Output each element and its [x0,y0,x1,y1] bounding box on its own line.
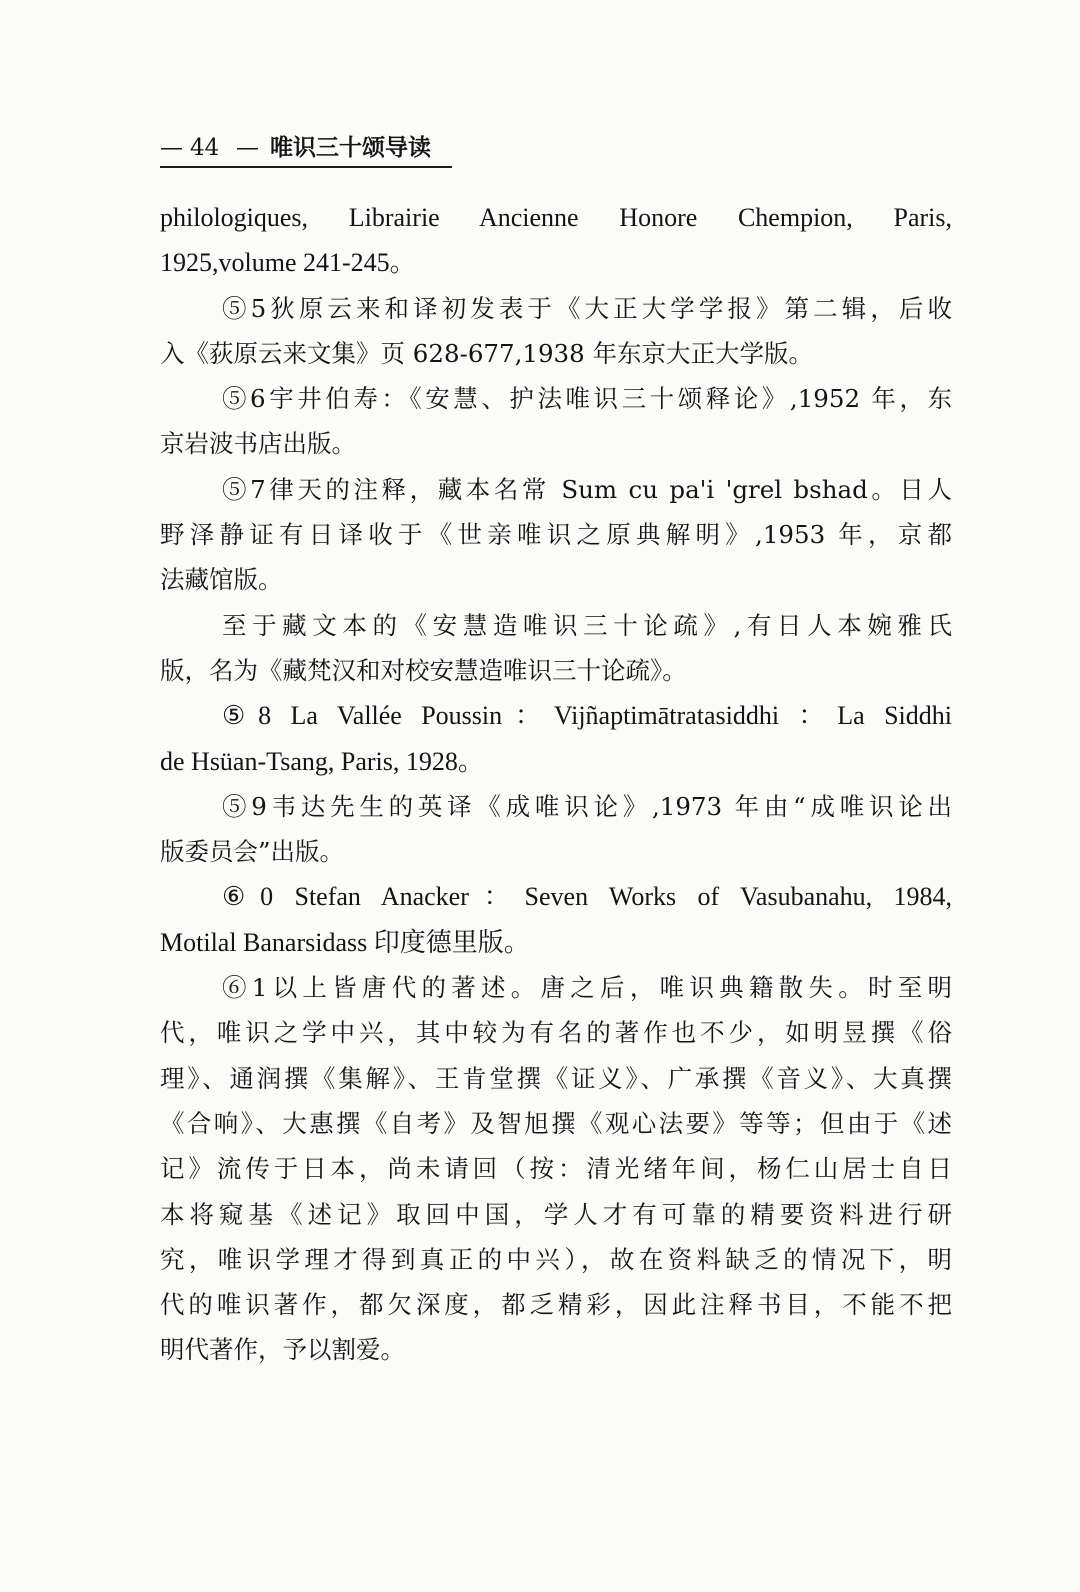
text-line: Motilal Banarsidass 印度德里版。 [160,927,530,957]
text-line: 代的唯识著作，都欠深度，都乏精彩，因此注释书目，不能不把 [160,1290,952,1320]
footnote-line: ⑥0 Stefan Anacker：Seven Works of Vasubanahu, 1984, [222,882,952,912]
footnote-line: ⑤8 La Vallée Poussin：Vijñaptimātratasiddhi ：La Siddhi [222,701,952,731]
page-number: 44 [190,135,220,161]
book-title: 唯识三十颂导读 [270,134,431,161]
footnote-line: ⑥1以上皆唐代的著述。唐之后，唯识典籍散失。时至明 [222,973,952,1003]
text-line: 明代著作，予以割爱。 [160,1335,405,1365]
text-line: 究，唯识学理才得到真正的中兴），故在资料缺乏的情况下，明 [160,1244,952,1274]
text-line: de Hsüan-Tsang, Paris, 1928。 [160,746,484,776]
text-line: 1925,volume 241-245。 [160,248,416,278]
text-line: 记》流传于日本，尚未请回（按：清光绪年间，杨仁山居士自日 [160,1154,952,1184]
text-line: 野泽静证有日译收于《世亲唯识之原典解明》,1953 年，京都 [160,520,952,550]
text-line: 法藏馆版。 [160,565,283,595]
footnote-line: ⑤6宇井伯寿：《安慧、护法唯识三十颂释论》,1952 年，东 [222,384,952,414]
text-line: 版委员会”出版。 [160,837,345,867]
text-line: 本将窥基《述记》取回中国，学人才有可靠的精要资料进行研 [160,1199,952,1229]
text-line: 《合响》、大惠撰《自考》及智旭撰《观心法要》等等；但由于《述 [160,1108,952,1138]
text-line: 入《荻原云来文集》页 628-677,1938 年东京大正大学版。 [160,338,814,368]
footnote-line: ⑤5狄原云来和译初发表于《大正大学学报》第二辑，后收 [222,293,952,323]
paragraph-line: 至于藏文本的《安慧造唯识三十论疏》,有日人本婉雅氏 [222,610,952,640]
page-body [160,195,952,1373]
text-line: 理》、通润撰《集解》、王肯堂撰《证义》、广承撰《音义》、大真撰 [160,1063,952,1093]
footnote-line: ⑤7律天的注释，藏本名常 Sum cu pa'i 'grel bshad。日人 [222,474,952,504]
header-dash-left: — [160,135,183,161]
text-line: philologiques, Librairie Ancienne Honore Chempion, Paris, [160,203,952,232]
text-line: 代，唯识之学中兴，其中较为有名的著作也不少，如明昱撰《俗 [160,1018,952,1048]
header-dash-right: — [236,135,259,161]
footnote-line: ⑤9韦达先生的英译《成唯识论》,1973 年由“成唯识论出 [222,791,952,821]
running-header [160,130,452,168]
text-line: 京岩波书店出版。 [160,429,356,459]
text-line: 版，名为《藏梵汉和对校安慧造唯识三十论疏》。 [160,655,687,685]
